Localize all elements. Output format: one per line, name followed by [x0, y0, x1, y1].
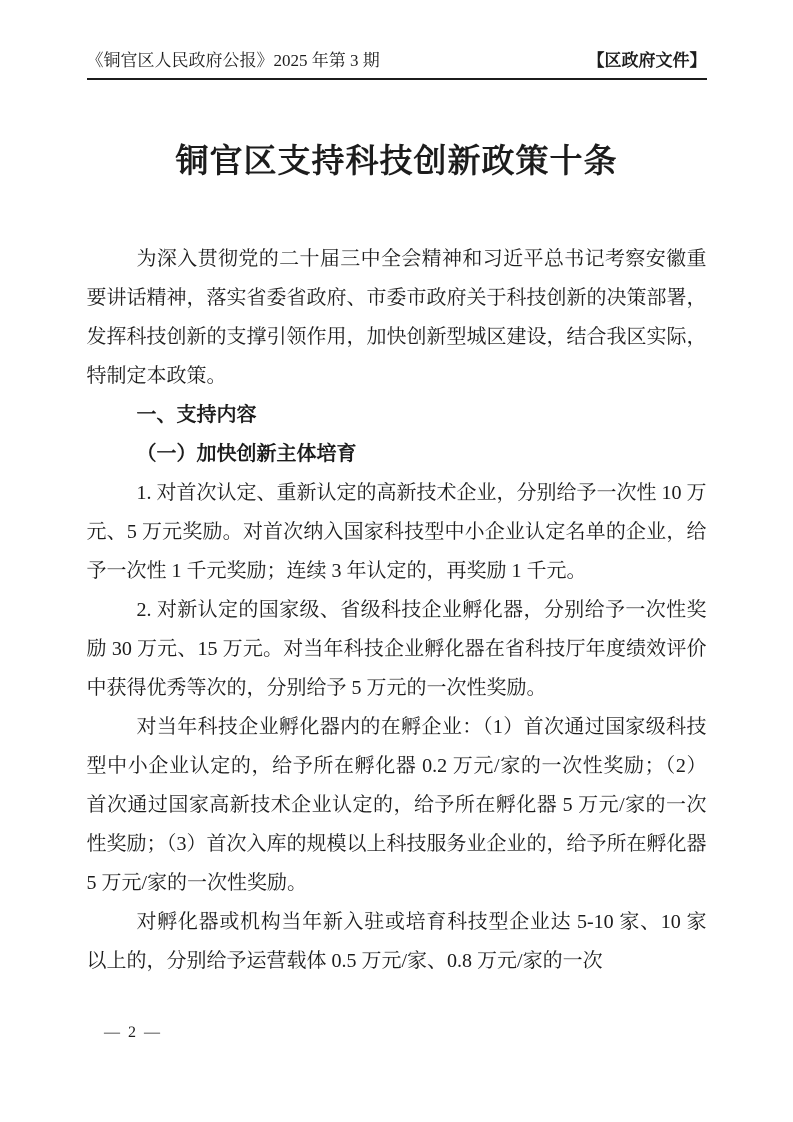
section-heading-support-content: 一、支持内容 — [136, 404, 257, 427]
body-paragraph-item-1: 1. 对首次认定、重新认定的高新技术企业，分别给予一次性 10 万元、5 万元奖励。对首次纳入国家科技型中小企业认定名单的企业，给予一次性 1 千元奖励；连续 3 年认定的，再奖励 1 千元。 — [86, 482, 707, 583]
page-number: — 2 — — [104, 1024, 162, 1041]
body-paragraph-incubated-enterprises: 对当年科技企业孵化器内的在孵企业：（1）首次通过国家级科技型中小企业认定的，给予所在孵化器 0.2 万元/家的一次性奖励；（2）首次通过国家高新技术企业认定的，给予所在孵化器 5 万元/家的一次性奖励；（3）首次入库的规模以上科技服务业企业的，给予所在孵化器 5 万元/家的一次性奖励。 — [86, 716, 707, 895]
content-column — [87, 0, 707, 981]
document-body — [87, 240, 707, 981]
subsection-heading-innovation-cultivation: （一）加快创新主体培育 — [136, 443, 357, 466]
document-category-tag: 【区政府文件】 — [587, 51, 707, 70]
page-header — [87, 0, 707, 80]
document-title: 铜官区支持科技创新政策十条 — [175, 144, 618, 181]
gazette-issue-label: 《铜官区人民政府公报》2025 年第 3 期 — [86, 51, 380, 70]
body-paragraph-item-2: 2. 对新认定的国家级、省级科技企业孵化器，分别给予一次性奖励 30 万元、15 万元。对当年科技企业孵化器在省科技厅年度绩效评价中获得优秀等次的，分别给予 5 万元的一次性奖励。 — [86, 599, 707, 700]
intro-paragraph: 为深入贯彻党的二十届三中全会精神和习近平总书记考察安徽重要讲话精神，落实省委省政府、市委市政府关于科技创新的决策部署，发挥科技创新的支撑引领作用，加快创新型城区建设，结合我区实际，特制定本政策。 — [86, 248, 707, 388]
body-paragraph-incubator-reward: 对孵化器或机构当年新入驻或培育科技型企业达 5-10 家、10 家以上的，分别给予运营载体 0.5 万元/家、0.8 万元/家的一次 — [86, 911, 707, 973]
